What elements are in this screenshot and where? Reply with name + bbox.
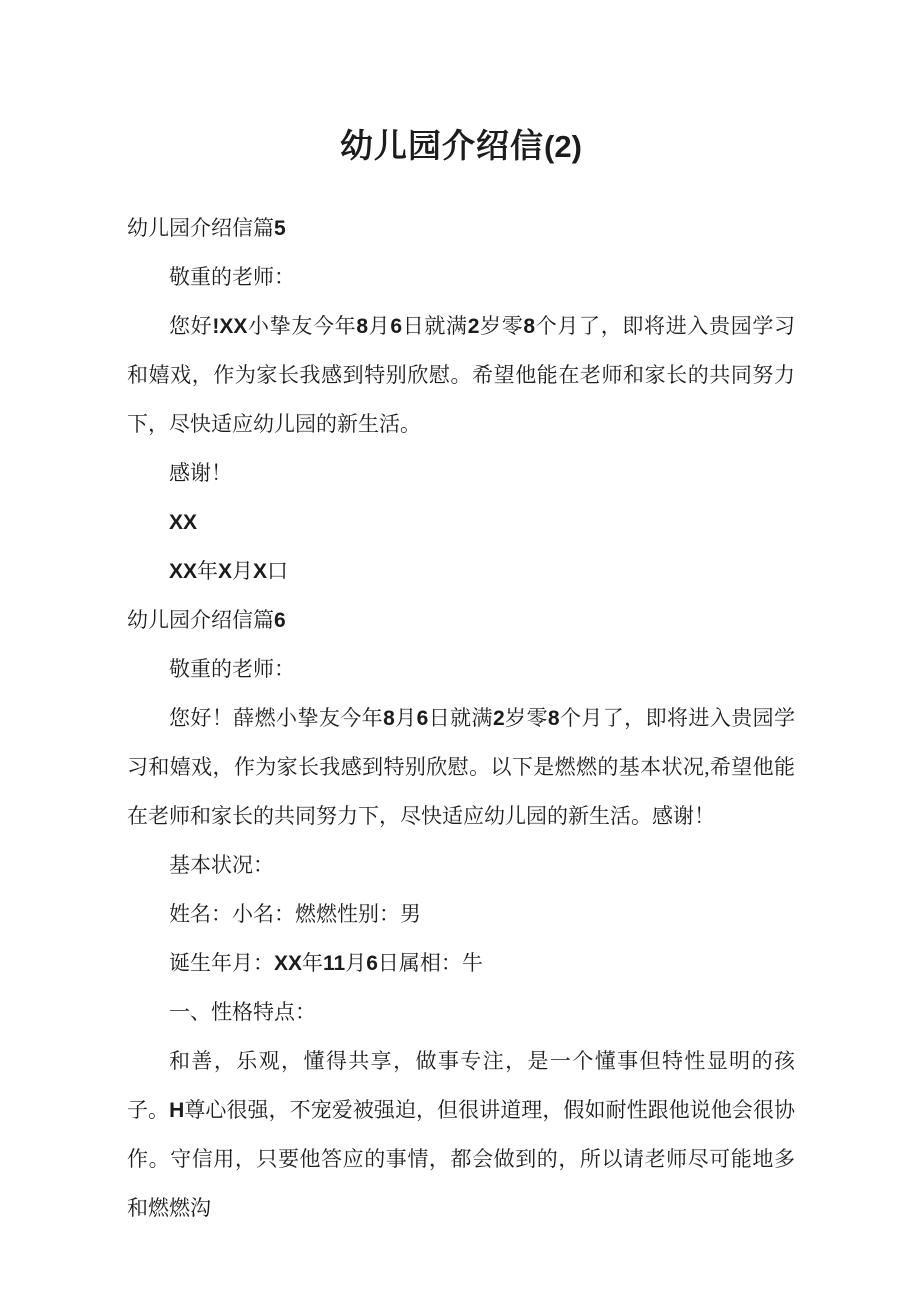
text-segment: 诞生年月：: [169, 951, 274, 975]
text-segment: 口: [267, 559, 289, 583]
text-segment: 日属相：牛: [377, 951, 483, 975]
latin-text-segment: 2: [492, 707, 505, 730]
paragraph: [127, 988, 795, 1037]
text-segment: 幼儿园介绍信: [340, 129, 545, 165]
paragraph: [127, 1037, 795, 1233]
paragraph: [127, 694, 795, 841]
latin-text-segment: 6: [366, 952, 378, 975]
latin-text-segment: XX: [274, 952, 303, 975]
latin-text-segment: 6: [390, 315, 403, 338]
text-segment: 月: [394, 706, 417, 730]
latin-text-segment: 8: [383, 707, 395, 730]
paragraph: [127, 890, 795, 939]
latin-text-segment: 2: [467, 315, 480, 338]
document-title: [127, 116, 795, 178]
latin-text-segment: 5: [274, 217, 286, 240]
paragraph: [127, 449, 795, 498]
text-segment: 月: [368, 314, 391, 338]
section-heading: [127, 204, 795, 253]
text-segment: 尊心很强，不宠爱被强迫，但很讲道理，假如耐性跟他说他会很协作。守信用，只要他答应的事情，都会做到的，所以请老师尽可能地多和燃燃沟: [127, 1098, 796, 1220]
text-segment: 感谢！: [169, 461, 232, 485]
text-segment: 年: [197, 559, 219, 583]
section-heading: [127, 596, 795, 645]
text-segment: 月: [345, 951, 367, 975]
text-segment: 您好: [169, 314, 213, 338]
text-segment: 岁零: [504, 706, 548, 730]
latin-text-segment: (2): [544, 129, 582, 164]
text-segment: 一、性格特点：: [169, 1000, 316, 1024]
text-segment: 个月了，即将进入贵园学习和嬉戏，作为家长我感到特别欣慰。以下是燃燃的基本状况: [127, 706, 796, 779]
text-segment: 希望他能在老师和家长的共同努力下，尽快适应幼儿园的新生活。感谢！: [127, 755, 796, 828]
latin-text-segment: XX: [169, 560, 198, 583]
text-segment: 幼儿园介绍信篇: [127, 216, 274, 240]
latin-text-segment: X: [218, 560, 233, 583]
text-segment: 日就满: [402, 314, 468, 338]
text-segment: 您好！薛燃小挚友今年: [169, 706, 384, 730]
paragraph: [127, 645, 795, 694]
text-segment: 敬重的老师：: [169, 657, 295, 681]
paragraph: [127, 939, 795, 988]
paragraph: [127, 253, 795, 302]
latin-text-segment: 6: [274, 609, 286, 632]
text-segment: ,: [704, 755, 710, 779]
text-segment: 月: [232, 559, 254, 583]
latin-text-segment: 8: [356, 315, 369, 338]
paragraph: [127, 498, 795, 547]
paragraph: [127, 547, 795, 596]
text-segment: 基本状况：: [169, 853, 274, 877]
latin-text-segment: !XX: [212, 315, 248, 338]
paragraph: [127, 841, 795, 890]
latin-text-segment: 11: [323, 952, 346, 975]
latin-text-segment: 6: [416, 707, 429, 730]
latin-text-segment: 8: [547, 707, 560, 730]
paragraph: [127, 302, 795, 449]
latin-text-segment: XX: [169, 511, 198, 534]
latin-text-segment: 8: [523, 315, 536, 338]
text-segment: 和善，乐观，懂得共享，做事专注，是一个懂事但特性显明的孩子。: [127, 1049, 795, 1122]
text-segment: 幼儿园介绍信篇: [127, 608, 274, 632]
text-segment: 个月了，即将进入贵园学习和嬉戏，作为家长我感到特别欣慰。希望他能在老师和家长的共同努力下，尽快适应幼儿园的新生活。: [127, 314, 796, 436]
latin-text-segment: H: [169, 1099, 185, 1122]
latin-text-segment: X: [253, 560, 268, 583]
text-segment: 小挚友今年: [247, 314, 357, 338]
text-segment: 日就满: [428, 706, 493, 730]
text-segment: 年: [302, 951, 324, 975]
document-body: [127, 204, 795, 1233]
text-segment: 岁零: [479, 314, 524, 338]
text-segment: 姓名：小名：燃燃性别：男: [169, 902, 421, 926]
text-segment: 敬重的老师：: [169, 265, 295, 289]
